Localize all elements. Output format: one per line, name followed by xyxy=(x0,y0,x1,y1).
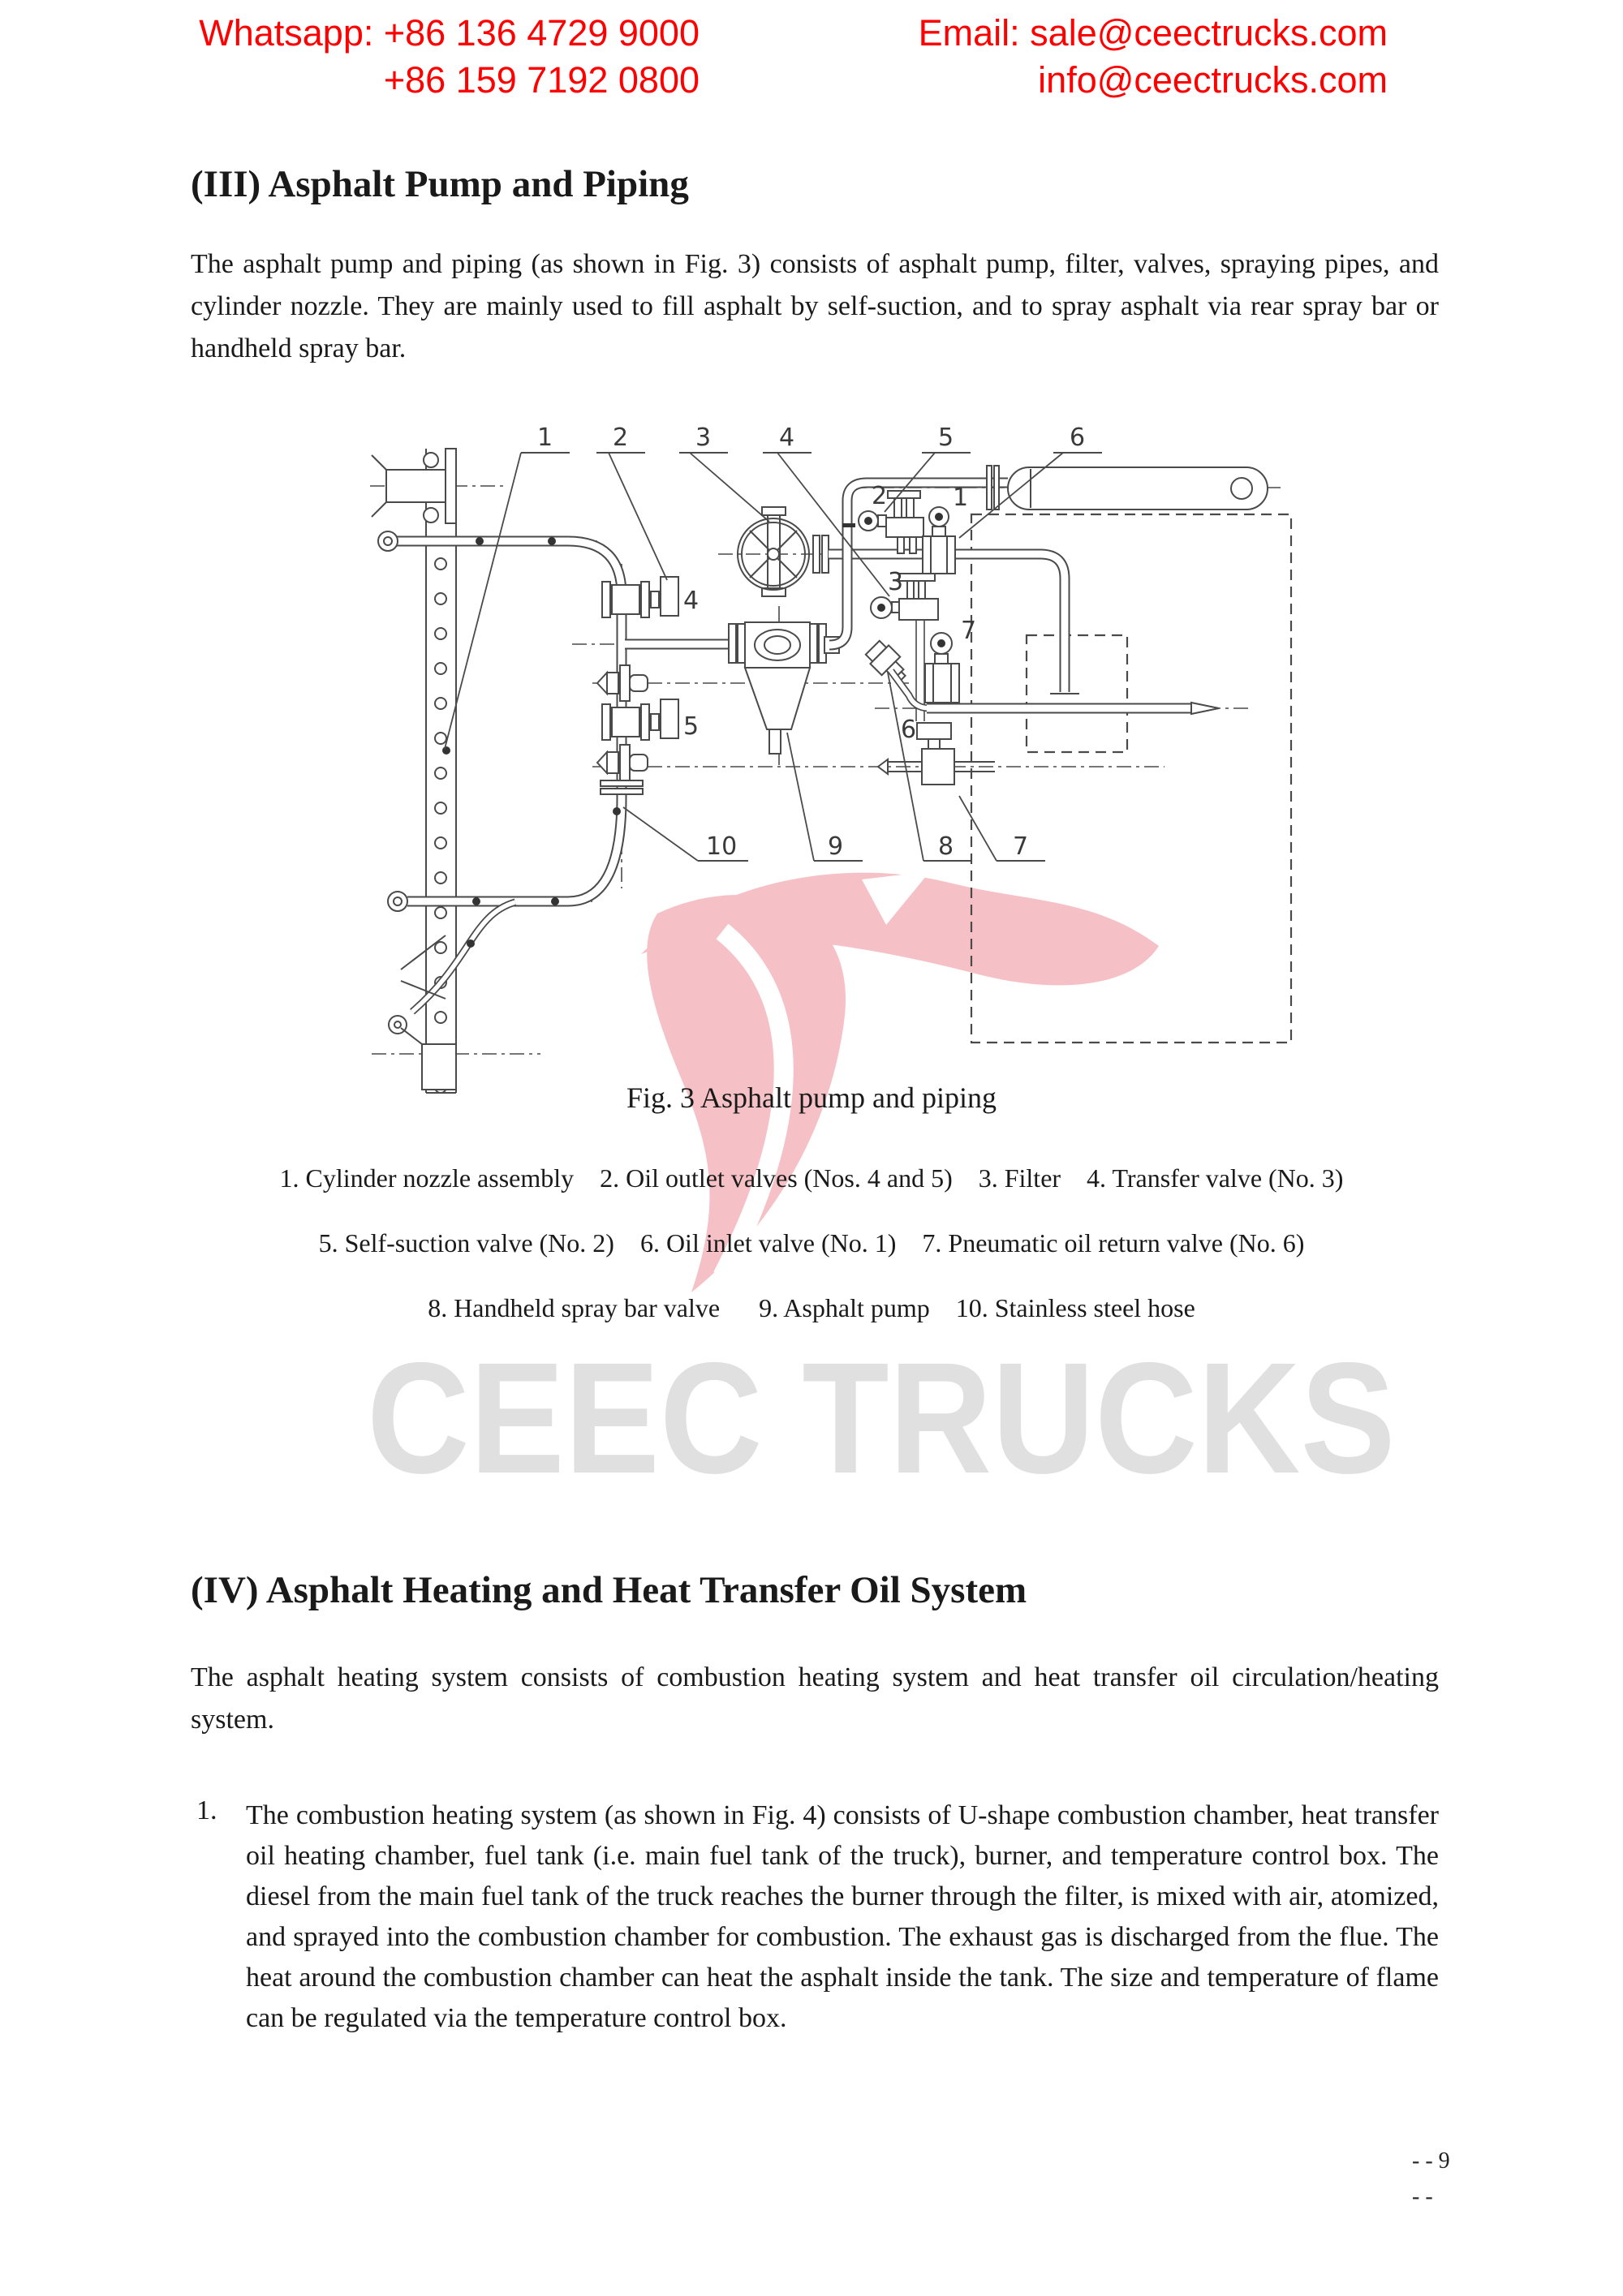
part-tag-3: 3 xyxy=(888,568,904,596)
legend-line-3: 8. Handheld spray bar valve 9. Asphalt pump 10. Stainless steel hose xyxy=(428,1293,1195,1322)
email-line2: info@ceectrucks.com xyxy=(1038,59,1388,101)
callout-top-6: 6 xyxy=(1070,424,1086,452)
callout-top-4: 4 xyxy=(779,424,795,452)
plug-fitting-upper xyxy=(597,665,648,701)
lower-bracket xyxy=(389,935,456,1090)
email-line1: Email: sale@ceectrucks.com xyxy=(918,12,1388,54)
pipe-loop xyxy=(378,531,622,1012)
header-whatsapp xyxy=(199,10,700,104)
filter-handwheel xyxy=(738,507,829,596)
part-tag-5: 5 xyxy=(683,712,700,741)
callout-bottom-10: 10 xyxy=(706,832,738,861)
pneumatic-return-valve xyxy=(925,633,959,703)
page-number-line2: - - xyxy=(1412,2184,1433,2209)
ceec-trucks-watermark-text: CEEC TRUCKS xyxy=(367,1330,1396,1507)
list-item-1-text: The combustion heating system (as shown in Fig. 4) consists of U-shape combustion chamber, heat transfer oil heating chamber, fuel tank (i.e. main fuel tank of the truck), burner, and temperature control box. The diesel from the main fuel tank of the truck reaches the burner through the filter, is mixed with air, atomized, and sprayed into the combustion chamber for combustion. The exhaust gas is discharged from the flue. The heat around the combustion chamber can heat the asphalt inside the tank. The size and temperature of flame can be regulated via the temperature control box. xyxy=(246,1800,1439,2033)
whatsapp-line1: Whatsapp: +86 136 4729 9000 xyxy=(199,12,700,54)
oil-outlet-valve-4 xyxy=(602,577,678,617)
callout-top-2: 2 xyxy=(613,424,629,452)
tank-outline-dashed xyxy=(971,514,1291,1043)
section-iii-heading: (III) Asphalt Pump and Piping xyxy=(191,163,689,205)
section-iv-heading: (IV) Asphalt Heating and Heat Transfer Oil System xyxy=(191,1569,1027,1611)
oil-outlet-valve-5 xyxy=(602,699,678,740)
cylinder-nozzle xyxy=(1008,467,1268,510)
part-tag-1: 1 xyxy=(953,484,969,512)
plug-fitting-lower xyxy=(597,745,648,780)
callout-bottom-8: 8 xyxy=(938,832,954,861)
section-iii-paragraph: The asphalt pump and piping (as shown in Fig. 3) consists of asphalt pump, filter, valves, spraying pipes, and cylinder nozzle. They are mainly used to fill asphalt by self-suction, and to spray asphalt via rear spray bar or handheld spray bar. xyxy=(191,249,1439,363)
callout-bottom-9: 9 xyxy=(828,832,844,861)
figure-caption: Fig. 3 Asphalt pump and piping xyxy=(626,1081,997,1114)
part-tag-6: 6 xyxy=(901,716,917,744)
legend-line-1: 1. Cylinder nozzle assembly 2. Oil outlet valves (Nos. 4 and 5) 3. Filter 4. Transfer valve (No. 3) xyxy=(279,1163,1344,1193)
oil-inlet-valve xyxy=(923,507,955,574)
page-number: - - 9 xyxy=(1412,2148,1450,2173)
return-pipe-lance xyxy=(927,703,1219,714)
whatsapp-line2: +86 159 7192 0800 xyxy=(383,59,700,101)
valve-no6 xyxy=(878,723,995,785)
asphalt-pump xyxy=(729,606,839,765)
part-tag-4: 4 xyxy=(683,587,700,615)
figure-3-diagram xyxy=(349,402,1323,1099)
callout-top-5: 5 xyxy=(938,424,954,452)
callout-top-3: 3 xyxy=(695,424,712,452)
callout-bottom-7: 7 xyxy=(1013,832,1029,861)
header-email xyxy=(919,10,1388,104)
callout-top-1: 1 xyxy=(537,424,553,452)
list-item-1-number: 1. xyxy=(196,1795,217,1825)
part-tag-2: 2 xyxy=(872,482,888,510)
section-iv-paragraph: The asphalt heating system consists of combustion heating system and heat transfer oil circulation/heating system. xyxy=(191,1662,1439,1735)
part-tag-7: 7 xyxy=(961,617,977,645)
legend-line-2: 5. Self-suction valve (No. 2) 6. Oil inlet valve (No. 1) 7. Pneumatic oil return valve (No. 6) xyxy=(318,1228,1305,1258)
handheld-spray-valve xyxy=(863,638,912,687)
